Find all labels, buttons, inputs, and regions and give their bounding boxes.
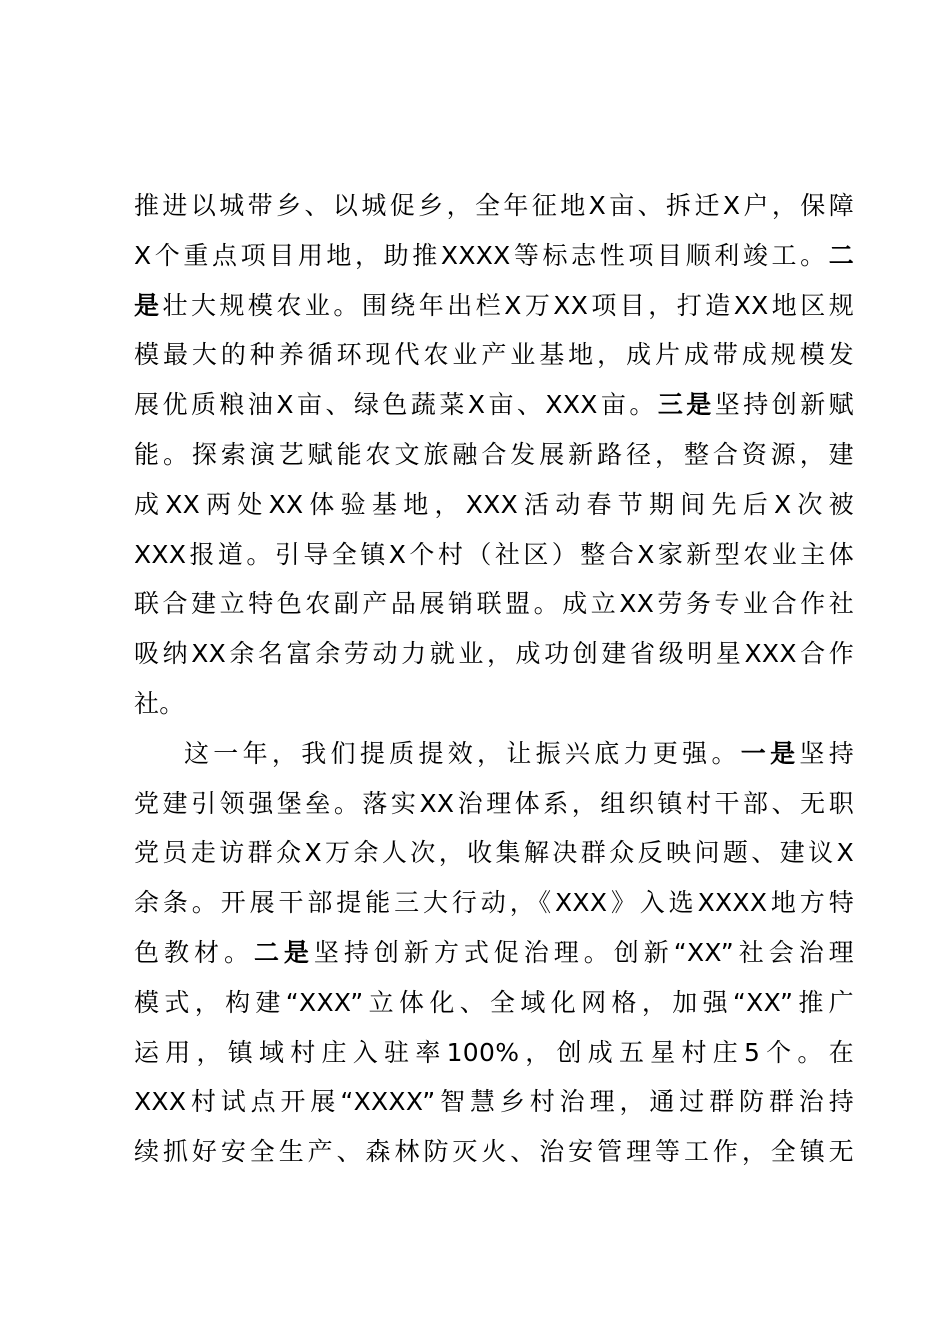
bold-text-segment: 三是 bbox=[657, 390, 715, 420]
text-segment: 展优质粮油X亩、绿色蔬菜X亩、XXX亩。 bbox=[134, 390, 658, 420]
text-segment: 余条。开展干部提能三大行动，《XXX》入选XXXX地方特 bbox=[134, 888, 854, 918]
text-segment: 模最大的种养循环现代农业产业基地，成片成带成规模发 bbox=[134, 340, 854, 370]
text-segment: XXX报道。引导全镇X个村（社区）整合X家新型农业主体 bbox=[134, 539, 854, 569]
text-segment: XXX村试点开展“XXXX”智慧乡村治理，通过群防群治持 bbox=[134, 1087, 854, 1117]
text-line bbox=[134, 1077, 854, 1127]
text-segment: 社。 bbox=[134, 688, 185, 718]
text-line bbox=[134, 530, 854, 580]
text-line bbox=[134, 1127, 854, 1177]
text-line bbox=[134, 330, 854, 380]
text-segment: 党员走访群众X万余人次，收集解决群众反映问题、建议X bbox=[134, 838, 854, 868]
text-segment: 坚持创新方式促治理。创新“XX”社会治理 bbox=[313, 937, 854, 967]
text-line bbox=[134, 281, 854, 331]
text-line bbox=[134, 878, 854, 928]
text-segment: X个重点项目用地，助推XXXX等标志性项目顺利竣工。 bbox=[134, 240, 829, 270]
text-segment: 色教材。 bbox=[134, 937, 254, 967]
text-line bbox=[134, 978, 854, 1028]
text-line bbox=[134, 231, 854, 281]
text-line bbox=[134, 679, 854, 729]
bold-text-segment: 二是 bbox=[253, 937, 314, 967]
text-segment: 续抓好安全生产、森林防灭火、治安管理等工作，全镇无 bbox=[134, 1137, 854, 1167]
text-segment: 党建引领强堡垒。落实XX治理体系，组织镇村干部、无职 bbox=[134, 788, 854, 818]
text-line bbox=[134, 181, 854, 231]
text-line bbox=[134, 480, 854, 530]
text-segment: 吸纳XX余名富余劳动力就业，成功创建省级明星XXX合作 bbox=[134, 639, 854, 669]
text-segment: 坚持 bbox=[799, 738, 854, 768]
text-line bbox=[134, 928, 854, 978]
text-segment: 壮大规模农业。围绕年出栏X万XX项目，打造XX地区规 bbox=[162, 290, 854, 320]
document-page bbox=[134, 181, 854, 1177]
text-segment: 模式，构建“XXX”立体化、全域化网格，加强“XX”推广 bbox=[134, 987, 854, 1017]
bold-text-segment: 二 bbox=[828, 240, 854, 270]
text-line bbox=[134, 380, 854, 430]
text-line bbox=[134, 1028, 854, 1078]
text-segment: 运用，镇域村庄入驻率100%，创成五星村庄5个。在 bbox=[134, 1037, 854, 1067]
bold-text-segment: 是 bbox=[134, 290, 163, 320]
text-segment: 坚持创新赋 bbox=[714, 390, 854, 420]
text-line bbox=[134, 579, 854, 629]
text-line bbox=[134, 729, 854, 779]
text-line bbox=[134, 828, 854, 878]
text-segment: 联合建立特色农副产品展销联盟。成立XX劳务专业合作社 bbox=[134, 589, 854, 619]
text-segment: 推进以城带乡、以城促乡，全年征地X亩、拆迁X户，保障 bbox=[134, 191, 854, 220]
text-line bbox=[134, 430, 854, 480]
bold-text-segment: 一是 bbox=[740, 738, 800, 768]
text-segment: 这一年，我们提质提效，让振兴底力更强。 bbox=[184, 738, 741, 768]
text-line bbox=[134, 779, 854, 829]
text-segment: 成XX两处XX体验基地，XXX活动春节期间先后X次被 bbox=[134, 489, 854, 519]
text-line bbox=[134, 629, 854, 679]
text-segment: 能。探索演艺赋能农文旅融合发展新路径，整合资源，建 bbox=[134, 439, 854, 469]
